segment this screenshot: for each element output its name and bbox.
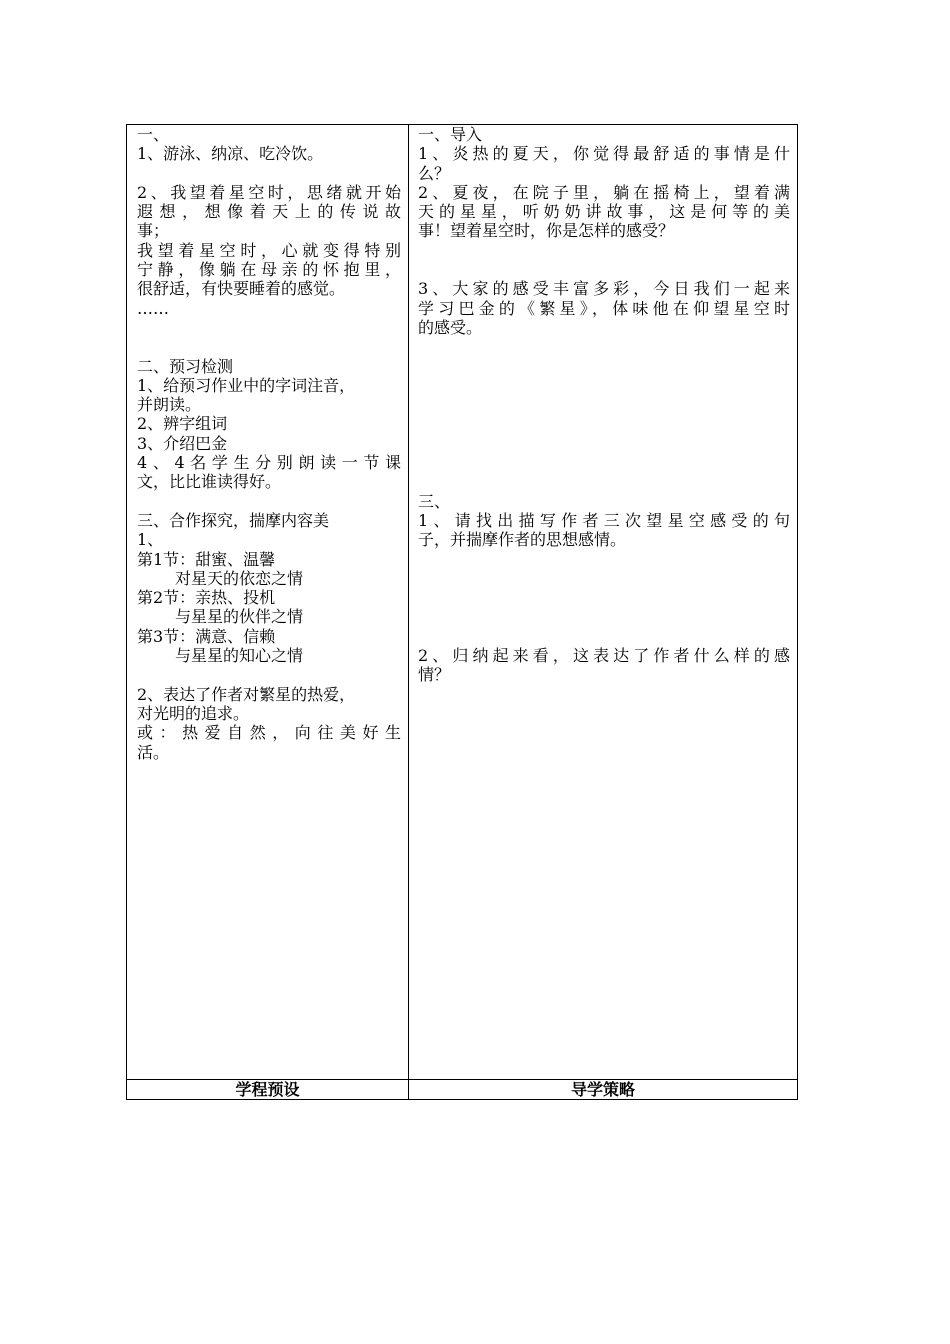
footer-label-teaching-strategy: 导学策略 (570, 1080, 635, 1099)
left-s3-sec1-note: 对星天的依恋之情 (175, 568, 304, 588)
left-s3-line2a: 2、表达了作者对繁星的热爱， (137, 684, 356, 704)
column-divider (408, 125, 409, 1099)
right-s1-line2a: 2、夏夜，在院子里，躺在摇椅上，望着满 (418, 182, 790, 202)
left-s1-line2a: 2、我望着星空时，思绪就开始 (137, 182, 401, 202)
left-s2-heading: 二、预习检测 (137, 356, 234, 376)
left-s1-heading: 一、 (137, 125, 170, 144)
left-s3-line3b: 活。 (137, 742, 170, 762)
left-s3-line3a: 或：热爱自然，向往美好生 (137, 723, 401, 743)
left-s3-sec2-note: 与星星的伙伴之情 (175, 607, 304, 627)
right-s1-line1a: 1、炎热的夏天，你觉得最舒适的事情是什 (418, 144, 790, 164)
right-s1-line3b: 学习巴金的《繁星》，体味他在仰望星空时 (418, 298, 790, 318)
left-s2-line2: 2、辨字组词 (137, 414, 228, 434)
footer-label-learning-process: 学程预设 (235, 1080, 300, 1099)
left-s1-ellipsis: …… (137, 298, 169, 318)
left-s3-sec1: 第1节：甜蜜、温馨 (137, 549, 276, 569)
left-s1-line3c: 很舒适，有快要睡着的感觉。 (137, 279, 346, 299)
teaching-strategy-column (418, 125, 790, 685)
left-s2-line1a: 1、给预习作业中的字词注音， (137, 375, 356, 395)
right-s1-heading: 一、导入 (418, 125, 483, 144)
right-s1-line2c: 事！望着星空时，你是怎样的感受？ (418, 221, 675, 241)
left-s3-line2b: 对光明的追求。 (137, 703, 250, 723)
right-s1-line3a: 3、大家的感受丰富多彩，今日我们一起来 (418, 279, 790, 299)
right-s3-line2a: 2、归纳起来看，这表达了作者什么样的感 (418, 646, 790, 666)
right-s3-line1b: 子，并揣摩作者的思想感情。 (418, 530, 627, 550)
left-s2-line3: 3、介绍巴金 (137, 433, 228, 453)
left-s2-line4a: 4、4名学生分别朗读一节课 (137, 453, 401, 473)
right-s1-line1b: 么？ (418, 163, 451, 183)
right-s3-line2b: 情？ (418, 665, 451, 685)
left-s3-sec3-note: 与星星的知心之情 (175, 646, 304, 666)
right-s1-line3c: 的感受。 (418, 317, 483, 337)
lesson-plan-table (126, 124, 798, 1100)
left-s1-line3b: 宁静，像躺在母亲的怀抱里， (137, 260, 401, 280)
left-s3-num1: 1、 (137, 530, 164, 550)
right-s3-line1a: 1、请找出描写作者三次望星空感受的句 (418, 510, 790, 530)
learning-process-column (137, 125, 401, 762)
left-s1-line2b: 遐想，想像着天上的传说故 (137, 202, 401, 222)
left-s3-sec3: 第3节：满意、信赖 (137, 626, 276, 646)
left-s3-heading: 三、合作探究，揣摩内容美 (137, 510, 330, 530)
left-s1-line1: 1、游泳、纳凉、吃冷饮。 (137, 144, 324, 164)
left-s3-sec2: 第2节：亲热、投机 (137, 588, 276, 608)
left-s2-line4b: 文，比比谁读得好。 (137, 472, 282, 492)
left-s2-line1b: 并朗读。 (137, 395, 202, 415)
left-s1-line2c: 事； (137, 221, 170, 241)
right-s1-line2b: 天的星星，听奶奶讲故事，这是何等的美 (418, 202, 790, 222)
right-s3-heading: 三、 (418, 491, 451, 511)
left-s1-line3a: 我望着星空时，心就变得特别 (137, 240, 401, 260)
